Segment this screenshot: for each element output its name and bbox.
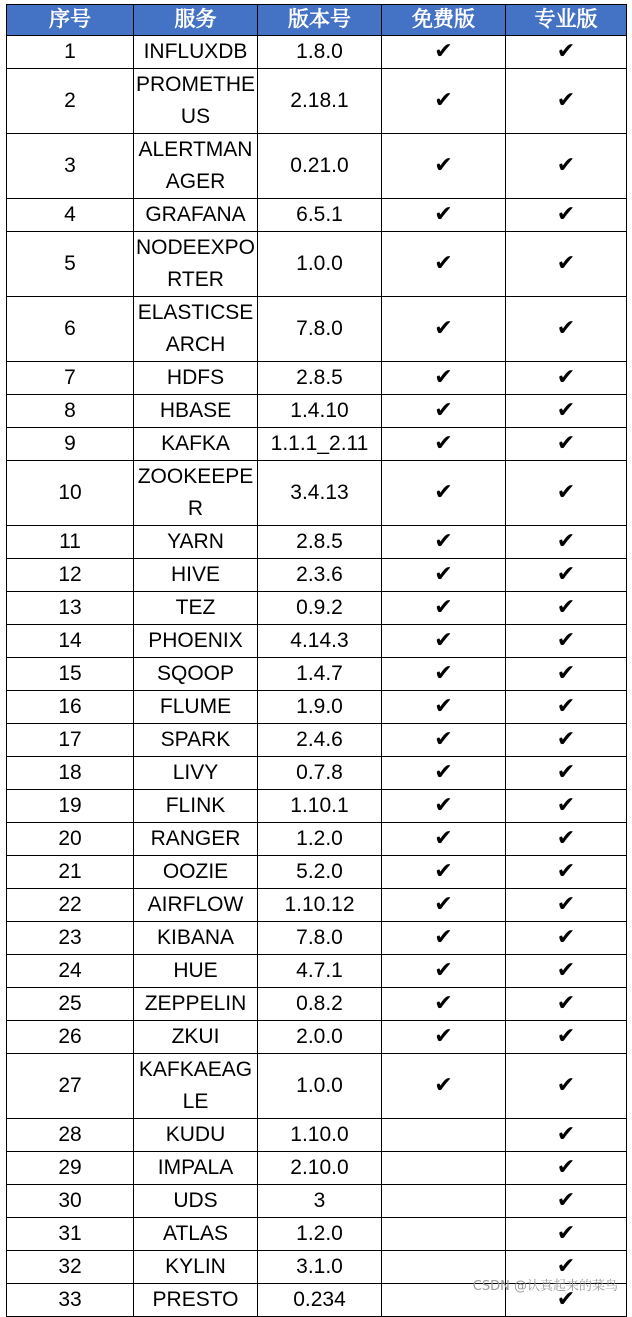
table-row — [7, 988, 627, 1021]
row-version: 3.1.0 — [258, 1251, 382, 1284]
row-version: 1.8.0 — [258, 36, 382, 69]
row-pro-cell — [506, 856, 627, 889]
row-free-cell — [382, 988, 506, 1021]
row-service: KAFKA — [134, 428, 258, 461]
row-no: 19 — [7, 790, 134, 823]
row-no: 18 — [7, 757, 134, 790]
row-pro-cell — [506, 297, 627, 362]
row-no: 14 — [7, 625, 134, 658]
row-service: OOZIE — [134, 856, 258, 889]
row-service: ZEPPELIN — [134, 988, 258, 1021]
row-version: 1.4.7 — [258, 658, 382, 691]
check-icon: ✔ — [556, 991, 576, 1016]
row-service: YARN — [134, 526, 258, 559]
row-pro-cell — [506, 428, 627, 461]
row-free-cell — [382, 1218, 506, 1251]
row-version: 6.5.1 — [258, 199, 382, 232]
check-icon: ✔ — [556, 1024, 576, 1049]
check-icon: ✔ — [434, 661, 453, 686]
row-version: 1.1.1_2.11 — [258, 428, 382, 461]
check-icon: ✔ — [556, 202, 576, 227]
row-free-cell — [382, 134, 506, 199]
table-row — [7, 428, 627, 461]
row-no: 15 — [7, 658, 134, 691]
row-service: FLUME — [134, 691, 258, 724]
row-free-cell — [382, 856, 506, 889]
check-icon: ✔ — [556, 39, 576, 64]
row-free-cell — [382, 1054, 506, 1119]
row-no: 5 — [7, 232, 134, 297]
check-icon: ✔ — [434, 202, 453, 227]
row-version: 2.3.6 — [258, 559, 382, 592]
check-icon: ✔ — [556, 1122, 576, 1147]
row-no: 12 — [7, 559, 134, 592]
table-row — [7, 955, 627, 988]
row-version: 0.7.8 — [258, 757, 382, 790]
row-free-cell — [382, 757, 506, 790]
row-version: 7.8.0 — [258, 922, 382, 955]
check-icon: ✔ — [556, 595, 576, 620]
row-free-cell — [382, 1119, 506, 1152]
check-icon: ✔ — [434, 958, 453, 983]
row-pro-cell — [506, 395, 627, 428]
check-icon: ✔ — [434, 859, 453, 884]
row-service: HIVE — [134, 559, 258, 592]
row-service: ZKUI — [134, 1021, 258, 1054]
check-icon: ✔ — [556, 1155, 576, 1180]
table-row — [7, 1054, 627, 1119]
row-pro-cell — [506, 559, 627, 592]
row-version: 1.10.0 — [258, 1119, 382, 1152]
header-service: 服务 — [134, 5, 258, 36]
check-icon: ✔ — [556, 529, 576, 554]
row-version: 3 — [258, 1185, 382, 1218]
table-row — [7, 790, 627, 823]
table-header-row — [7, 5, 627, 36]
check-icon: ✔ — [556, 694, 576, 719]
row-free-cell — [382, 297, 506, 362]
check-icon: ✔ — [556, 251, 576, 276]
row-no: 33 — [7, 1284, 134, 1317]
row-service: ZOOKEEPER — [134, 461, 258, 526]
row-no: 20 — [7, 823, 134, 856]
check-icon: ✔ — [556, 1254, 576, 1279]
check-icon: ✔ — [556, 859, 576, 884]
row-no: 31 — [7, 1218, 134, 1251]
row-version: 1.2.0 — [258, 823, 382, 856]
check-icon: ✔ — [434, 431, 453, 456]
row-service: ATLAS — [134, 1218, 258, 1251]
check-icon: ✔ — [434, 727, 453, 752]
row-free-cell — [382, 823, 506, 856]
row-service: SQOOP — [134, 658, 258, 691]
row-no: 11 — [7, 526, 134, 559]
row-pro-cell — [506, 724, 627, 757]
check-icon: ✔ — [434, 991, 453, 1016]
row-free-cell — [382, 362, 506, 395]
check-icon: ✔ — [434, 529, 453, 554]
table-row — [7, 922, 627, 955]
row-free-cell — [382, 790, 506, 823]
row-service: SPARK — [134, 724, 258, 757]
row-version: 0.9.2 — [258, 592, 382, 625]
row-service: RANGER — [134, 823, 258, 856]
check-icon: ✔ — [434, 365, 453, 390]
check-icon: ✔ — [556, 1188, 576, 1213]
row-no: 21 — [7, 856, 134, 889]
table-row — [7, 297, 627, 362]
table-row — [7, 592, 627, 625]
table-row — [7, 757, 627, 790]
row-pro-cell — [506, 1152, 627, 1185]
row-free-cell — [382, 625, 506, 658]
table-row — [7, 1021, 627, 1054]
check-icon: ✔ — [556, 1287, 576, 1312]
row-version: 1.10.1 — [258, 790, 382, 823]
header-free: 免费版 — [382, 5, 506, 36]
row-version: 1.0.0 — [258, 232, 382, 297]
check-icon: ✔ — [434, 595, 453, 620]
row-version: 7.8.0 — [258, 297, 382, 362]
row-free-cell — [382, 428, 506, 461]
row-pro-cell — [506, 889, 627, 922]
row-free-cell — [382, 69, 506, 134]
row-service: KUDU — [134, 1119, 258, 1152]
row-free-cell — [382, 724, 506, 757]
row-version: 1.9.0 — [258, 691, 382, 724]
row-no: 8 — [7, 395, 134, 428]
header-pro: 专业版 — [506, 5, 627, 36]
row-pro-cell — [506, 955, 627, 988]
row-pro-cell — [506, 1218, 627, 1251]
check-icon: ✔ — [434, 398, 453, 423]
check-icon: ✔ — [434, 1024, 453, 1049]
row-free-cell — [382, 1021, 506, 1054]
row-version: 1.4.10 — [258, 395, 382, 428]
check-icon: ✔ — [434, 760, 453, 785]
check-icon: ✔ — [556, 826, 576, 851]
check-icon: ✔ — [556, 958, 576, 983]
row-free-cell — [382, 559, 506, 592]
check-icon: ✔ — [434, 628, 453, 653]
row-pro-cell — [506, 823, 627, 856]
row-version: 4.7.1 — [258, 955, 382, 988]
row-pro-cell — [506, 69, 627, 134]
check-icon: ✔ — [556, 365, 576, 390]
row-pro-cell — [506, 625, 627, 658]
row-no: 7 — [7, 362, 134, 395]
row-version: 2.10.0 — [258, 1152, 382, 1185]
row-version: 1.2.0 — [258, 1218, 382, 1251]
watermark: CSDN @认真起来的菜鸟 — [472, 1279, 618, 1294]
row-service: PHOENIX — [134, 625, 258, 658]
table-row — [7, 823, 627, 856]
check-icon: ✔ — [556, 562, 576, 587]
row-service: KIBANA — [134, 922, 258, 955]
header-version: 版本号 — [258, 5, 382, 36]
row-pro-cell — [506, 134, 627, 199]
check-icon: ✔ — [556, 1073, 576, 1098]
services-table — [6, 4, 627, 1317]
table-row — [7, 625, 627, 658]
row-service: GRAFANA — [134, 199, 258, 232]
header-no: 序号 — [7, 5, 134, 36]
row-free-cell — [382, 889, 506, 922]
check-icon: ✔ — [434, 694, 453, 719]
row-free-cell — [382, 1152, 506, 1185]
row-service: IMPALA — [134, 1152, 258, 1185]
row-free-cell — [382, 658, 506, 691]
row-free-cell — [382, 592, 506, 625]
check-icon: ✔ — [556, 398, 576, 423]
row-service: FLINK — [134, 790, 258, 823]
row-version: 2.18.1 — [258, 69, 382, 134]
row-pro-cell — [506, 362, 627, 395]
row-no: 2 — [7, 69, 134, 134]
check-icon: ✔ — [434, 153, 453, 178]
table-row — [7, 1185, 627, 1218]
table-row — [7, 362, 627, 395]
row-service: NODEEXPORTER — [134, 232, 258, 297]
row-pro-cell — [506, 1021, 627, 1054]
check-icon: ✔ — [556, 153, 576, 178]
check-icon: ✔ — [434, 480, 453, 505]
check-icon: ✔ — [556, 727, 576, 752]
table-row — [7, 1152, 627, 1185]
check-icon: ✔ — [434, 892, 453, 917]
row-no: 6 — [7, 297, 134, 362]
check-icon: ✔ — [434, 925, 453, 950]
check-icon: ✔ — [434, 316, 453, 341]
row-service: LIVY — [134, 757, 258, 790]
row-pro-cell — [506, 526, 627, 559]
row-free-cell — [382, 232, 506, 297]
table-row — [7, 691, 627, 724]
check-icon: ✔ — [556, 316, 576, 341]
row-pro-cell — [506, 1185, 627, 1218]
row-no: 3 — [7, 134, 134, 199]
row-no: 24 — [7, 955, 134, 988]
row-pro-cell — [506, 461, 627, 526]
row-service: HUE — [134, 955, 258, 988]
check-icon: ✔ — [556, 88, 576, 113]
row-pro-cell — [506, 922, 627, 955]
check-icon: ✔ — [556, 760, 576, 785]
row-no: 28 — [7, 1119, 134, 1152]
row-no: 27 — [7, 1054, 134, 1119]
row-no: 30 — [7, 1185, 134, 1218]
table-row — [7, 232, 627, 297]
row-no: 22 — [7, 889, 134, 922]
check-icon: ✔ — [556, 661, 576, 686]
row-pro-cell — [506, 36, 627, 69]
row-service: AIRFLOW — [134, 889, 258, 922]
row-service: KAFKAEAGLE — [134, 1054, 258, 1119]
row-version: 0.234 — [258, 1284, 382, 1317]
row-service: INFLUXDB — [134, 36, 258, 69]
row-service: HDFS — [134, 362, 258, 395]
row-no: 16 — [7, 691, 134, 724]
row-pro-cell — [506, 988, 627, 1021]
check-icon: ✔ — [556, 892, 576, 917]
row-no: 23 — [7, 922, 134, 955]
row-pro-cell — [506, 790, 627, 823]
check-icon: ✔ — [434, 39, 453, 64]
row-no: 25 — [7, 988, 134, 1021]
row-free-cell — [382, 526, 506, 559]
check-icon: ✔ — [434, 562, 453, 587]
check-icon: ✔ — [556, 1221, 576, 1246]
row-no: 32 — [7, 1251, 134, 1284]
check-icon: ✔ — [556, 628, 576, 653]
row-free-cell — [382, 199, 506, 232]
row-version: 1.10.12 — [258, 889, 382, 922]
row-service: PROMETHEUS — [134, 69, 258, 134]
row-version: 2.8.5 — [258, 526, 382, 559]
row-service: UDS — [134, 1185, 258, 1218]
check-icon: ✔ — [556, 480, 576, 505]
table-row — [7, 559, 627, 592]
table-body — [7, 36, 627, 1317]
row-free-cell — [382, 691, 506, 724]
row-free-cell — [382, 1185, 506, 1218]
table-row — [7, 199, 627, 232]
row-free-cell — [382, 36, 506, 69]
table-row — [7, 69, 627, 134]
row-pro-cell — [506, 658, 627, 691]
row-version: 0.8.2 — [258, 988, 382, 1021]
row-service: KYLIN — [134, 1251, 258, 1284]
row-service: HBASE — [134, 395, 258, 428]
table-row — [7, 134, 627, 199]
table-row — [7, 856, 627, 889]
check-icon: ✔ — [556, 793, 576, 818]
row-version: 2.8.5 — [258, 362, 382, 395]
row-no: 10 — [7, 461, 134, 526]
table-row — [7, 461, 627, 526]
check-icon: ✔ — [434, 826, 453, 851]
row-pro-cell — [506, 232, 627, 297]
row-no: 1 — [7, 36, 134, 69]
check-icon: ✔ — [434, 251, 453, 276]
row-free-cell — [382, 955, 506, 988]
check-icon: ✔ — [434, 1073, 453, 1098]
row-version: 2.0.0 — [258, 1021, 382, 1054]
row-free-cell — [382, 461, 506, 526]
table-row — [7, 526, 627, 559]
row-version: 2.4.6 — [258, 724, 382, 757]
row-service: ELASTICSEARCH — [134, 297, 258, 362]
row-no: 9 — [7, 428, 134, 461]
row-version: 0.21.0 — [258, 134, 382, 199]
check-icon: ✔ — [434, 793, 453, 818]
check-icon: ✔ — [556, 925, 576, 950]
row-version: 1.0.0 — [258, 1054, 382, 1119]
row-no: 13 — [7, 592, 134, 625]
row-service: PRESTO — [134, 1284, 258, 1317]
row-pro-cell — [506, 1054, 627, 1119]
row-no: 17 — [7, 724, 134, 757]
row-version: 5.2.0 — [258, 856, 382, 889]
check-icon: ✔ — [556, 431, 576, 456]
table-row — [7, 36, 627, 69]
row-service: TEZ — [134, 592, 258, 625]
row-no: 4 — [7, 199, 134, 232]
row-pro-cell — [506, 1119, 627, 1152]
row-no: 29 — [7, 1152, 134, 1185]
table-row — [7, 658, 627, 691]
table-row — [7, 1218, 627, 1251]
row-pro-cell — [506, 757, 627, 790]
row-service: ALERTMANAGER — [134, 134, 258, 199]
row-version: 3.4.13 — [258, 461, 382, 526]
row-version: 4.14.3 — [258, 625, 382, 658]
row-pro-cell — [506, 199, 627, 232]
table-row — [7, 889, 627, 922]
check-icon: ✔ — [434, 88, 453, 113]
table-row — [7, 395, 627, 428]
table-row — [7, 1119, 627, 1152]
row-free-cell — [382, 395, 506, 428]
row-pro-cell — [506, 592, 627, 625]
table-row — [7, 724, 627, 757]
row-pro-cell — [506, 691, 627, 724]
row-no: 26 — [7, 1021, 134, 1054]
row-free-cell — [382, 922, 506, 955]
